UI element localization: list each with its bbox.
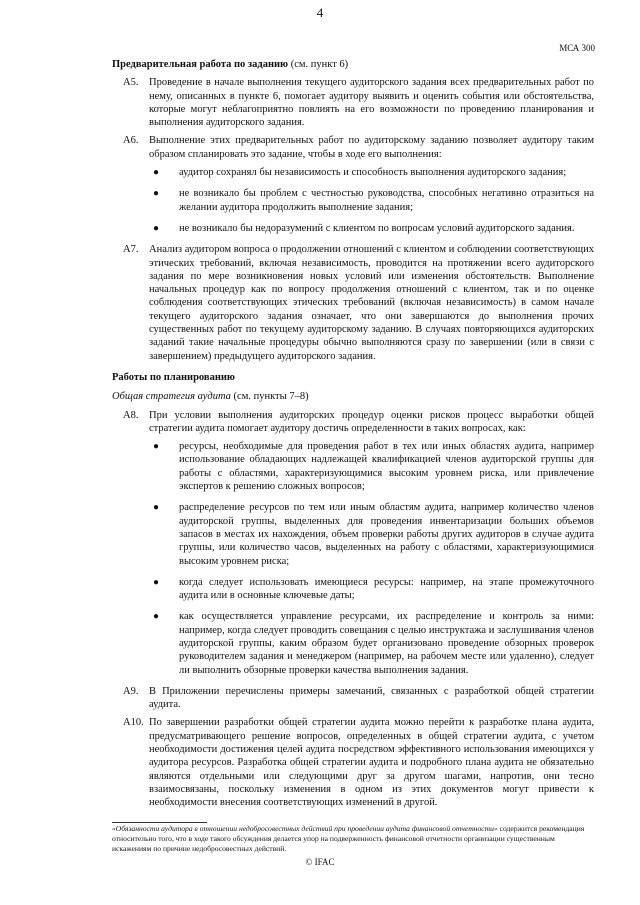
heading-text: Предварительная работа по заданию (112, 59, 289, 70)
heading-reference: (см. пункт 6) (290, 59, 349, 70)
list-item (149, 187, 594, 214)
list-item (149, 166, 594, 179)
paragraph-text: Выполнение этих предварительных работ по аудиторскому заданию позволяет аудитору таким образом спланировать это задание, чтобы в ходе его выполнения: (149, 135, 594, 160)
paragraph-number: A5. (123, 77, 139, 89)
page-number: 4 (316, 5, 324, 20)
list-item-text: ресурсы, необходимые для проведения работ в тех или иных областях аудита, например использование обладающих надлежащей квалификацией членов аудиторской группы для работы с областями, характеризующимися высоким уровнем риска, или привлечение экспертов к решению сложных вопросов; (179, 441, 594, 493)
list-item (149, 222, 594, 235)
bullet-icon: ● (153, 441, 160, 453)
document-code: МСА 300 (559, 43, 595, 53)
section-heading-planning: Работы по планированию (112, 371, 235, 383)
spacer (112, 363, 594, 371)
paragraph-a10 (112, 716, 594, 809)
bullet-icon: ● (153, 611, 160, 623)
bullet-list-a8 (149, 440, 594, 677)
list-item-text: аудитор сохранял бы независимость и способность выполнения аудиторского задания; (179, 167, 567, 179)
bullet-list-a6 (149, 166, 594, 235)
paragraph-number: A10. (123, 717, 144, 729)
list-item-text: когда следует использовать имеющиеся ресурсы: например, на этапе промежуточного аудита или в основные ключевые даты; (179, 576, 594, 602)
paragraph-text: Анализ аудитором вопроса о продолжении отношений с клиентом и соблюдении соответствующих этических требований, включая независимость, проводится на протяжении всего аудиторского задания по мере возникновения новых условий или изменения обстоятельств. Выполнение начальных процедур как по вопросу продолжения отношений с клиентом, так и по оценке соблюдения соответствующих этических требований (включая независимость) в самом начале текущего аудиторского задания означает, что они завершаются до выполнения прочих существенных работ по текущему аудиторскому заданию. В случаях повторяющихся аудиторских заданий такие начальные процедуры обычно выполняются сразу по завершении (или в связи с завершением) предыдущего аудиторского задания. (149, 244, 594, 362)
bullet-icon: ● (153, 222, 160, 234)
paragraph-text: По завершении разработки общей стратегии аудита можно перейти к разработке плана аудита, предусматривающего решение вопросов, определенных в общей стратегии аудита, с учетом необходимости достижения целей аудита посредством эффективного использования имеющихся у аудитора ресурсов. Разработка общей стратегии аудита и подробного плана аудита не обязательно являются отдельными или следующими друг за другом шагами, напротив, они тесно взаимосвязаны, поскольку изменения в одном из этих документов могут привести к необходимости внесения соответствующих изменений в другой. (149, 717, 594, 809)
bullet-icon: ● (153, 502, 160, 514)
footnote-divider (112, 822, 207, 823)
paragraph-text: В Приложении перечислены примеры замечаний, связанных с разработкой общей стратегии аудита. (149, 685, 594, 711)
paragraph-number: A8. (123, 409, 139, 421)
paragraph-text: Проведение в начале выполнения текущего аудиторского задания всех предварительных работ по нему, описанных в пункте 6, помогает аудитору выявить и оценить события или обстоятельства, которые могут неблагоприятно повлиять на его возможности по проведению планирования и выполнения аудиторского задания. (149, 77, 594, 129)
list-item (149, 610, 594, 676)
paragraph-a7 (112, 243, 594, 363)
footnote-title: «Обязанности аудитора в отношении недобросовестных действий при проведении аудита финансовой отчетности» (112, 824, 498, 833)
paragraph-number: A6. (123, 135, 139, 147)
bullet-icon: ● (153, 167, 160, 179)
subheading-audit-strategy (112, 390, 594, 403)
footnote (112, 824, 594, 854)
list-item-text: не возникало бы недоразумений с клиентом по вопросам условий аудиторского задания. (179, 222, 575, 234)
copyright: © IFAC (305, 857, 335, 867)
page-content (112, 58, 594, 810)
list-item-text: как осуществляется управление ресурсами, их распределение и контроль за ними: например, когда следует проводить совещания с целью инструктажа и заслушивания членов аудиторской группы, каким образом будет организовано проведение обзорных проверок руководителем задания и менеджером (например, на рабочем месте или удаленно), следует ли выполнить обзорные проверки качества выполнения задания. (179, 611, 594, 676)
list-item-text: не возникало бы проблем с честностью руководства, способных негативно отразиться на желании аудитора продолжить выполнение задания; (179, 188, 594, 213)
bullet-icon: ● (153, 576, 160, 588)
paragraph-a5 (112, 76, 594, 129)
list-item (149, 501, 594, 567)
paragraph-text: При условии выполнения аудиторских процедур оценки рисков процесс выработки общей стратегии аудита помогает аудитору достичь определенности в таких вопросах, как: (149, 409, 594, 434)
paragraph-number: A9. (123, 685, 139, 697)
list-item (149, 576, 594, 603)
subheading-text: Общая стратегия аудита (112, 391, 231, 403)
footnote-text: содержится рекомендация относительно того, что в ходе такого обсуждения делается упор на подверженность финансовой отчетности организации существенным искажениям по причине недобросовестных действий. (112, 824, 585, 853)
section-heading-preliminary (112, 58, 594, 71)
paragraph-a6 (112, 134, 594, 161)
paragraph-a9 (112, 685, 594, 712)
paragraph-number: A7. (123, 244, 139, 256)
bullet-icon: ● (153, 188, 160, 200)
subheading-reference: (см. пункты 7–8) (233, 391, 309, 403)
paragraph-a8 (112, 409, 594, 436)
list-item (149, 440, 594, 493)
list-item-text: распределение ресурсов по тем или иным областям аудита, например количество членов аудиторской группы, выделенных для проведения инвентаризации больших объемов запасов в местах их нахождения, объем проверки работы других аудиторов в случае аудита группы, или количество часов, выделенных на работу с областями, характеризующимися высоким уровнем риска; (179, 502, 594, 567)
